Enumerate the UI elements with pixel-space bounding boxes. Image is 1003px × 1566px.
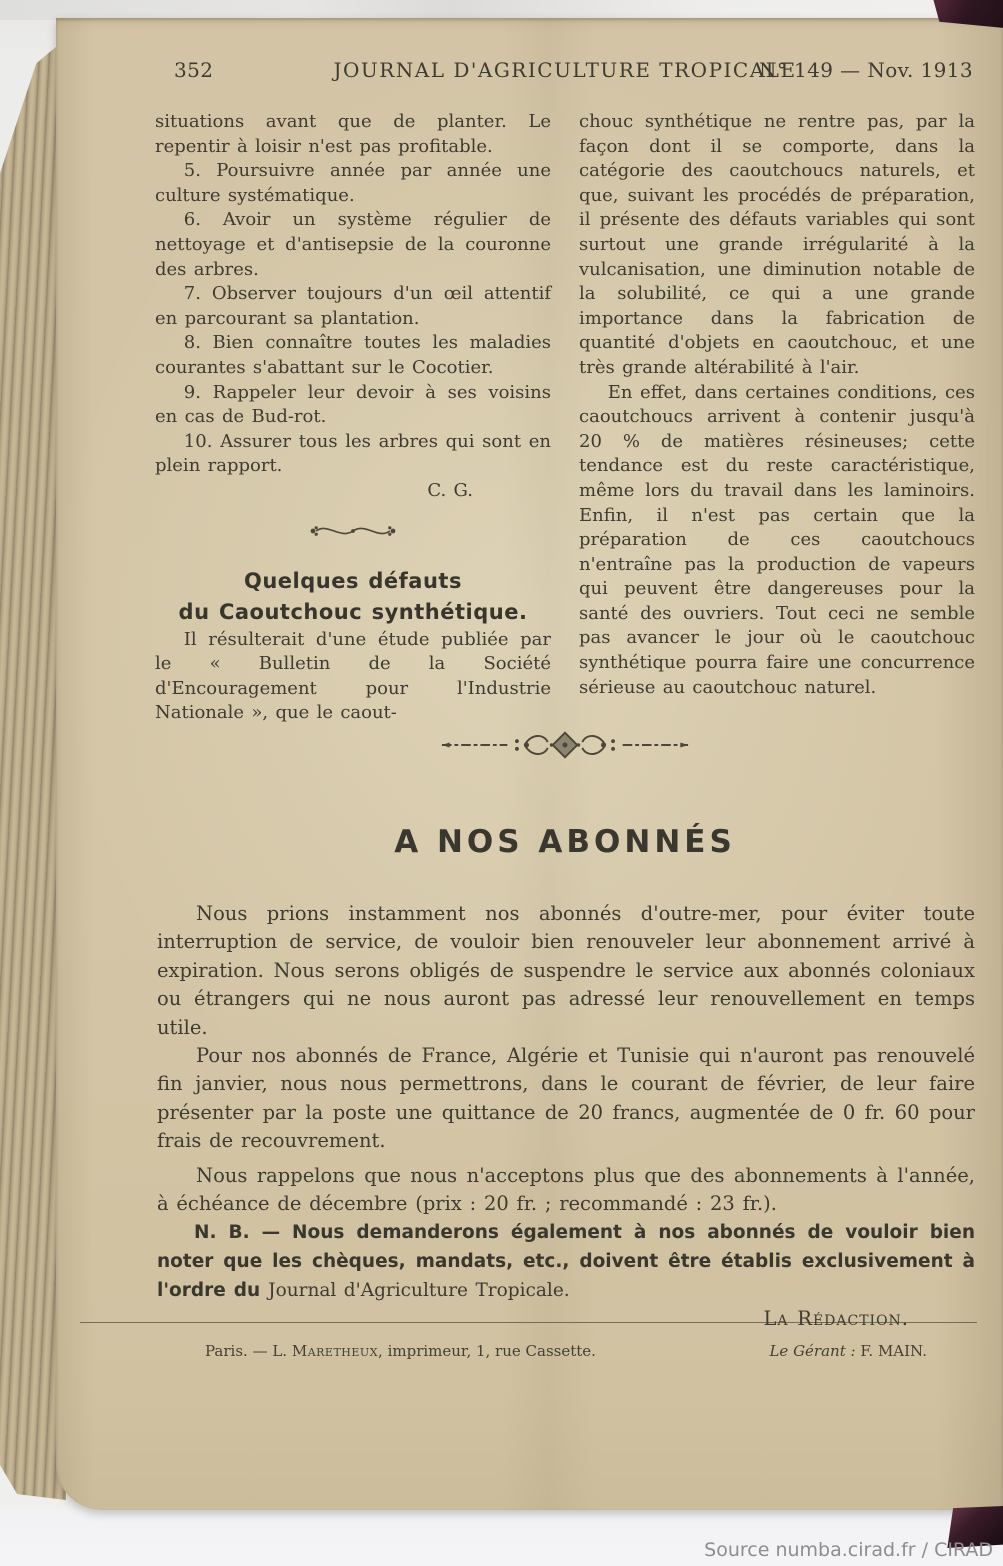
announcement-body — [157, 900, 975, 1334]
announcement-title: A NOS ABONNÉS — [394, 824, 736, 860]
body-paragraph: situations avant que de planter. Le repentir à loisir n'est pas profitable. — [155, 111, 551, 157]
gerant-name: F. MAIN. — [855, 1342, 927, 1360]
journal-title: JOURNAL D'AGRICULTURE TROPICALE — [333, 58, 797, 82]
article-intro-paragraph: Il résulterait d'une étude publiée par le « Bulletin de la Société d'Encouragement pour l'Industrie Nationale », que le caout- — [155, 628, 551, 724]
page-number: 352 — [174, 58, 214, 82]
two-column-body — [155, 110, 975, 726]
printer-name: Maretheux — [291, 1342, 379, 1360]
article-heading — [155, 566, 551, 628]
announcement-paragraph: Pour nos abonnés de France, Algérie et Tunisie qui n'auront pas renouvelé fin janvier, nous nous permettrons, dans le courant de février, de leur faire présenter par la poste une quittance de 20 francs, augmentée de 0 fr. 60 pour frais de recouvrement. — [157, 1044, 975, 1153]
gerant-credit — [769, 1342, 927, 1360]
imprint-text: Paris. — L. — [205, 1342, 292, 1360]
list-item: 7. Observer toujours d'un œil attentif en parcourant sa plantation. — [155, 283, 551, 329]
announcement-paragraph: Nous prions instamment nos abonnés d'outre-mer, pour éviter toute interruption de service, de vouloir bien renouveler leur abonnement arrivé à expiration. Nous serons obligés de suspendre le service aux abonnés coloniaux ou étrangers qui ne nous auront pas adressé leur renouvellement en temps utile. — [157, 902, 975, 1039]
body-paragraph: En effet, dans certaines conditions, ces caoutchoucs arrivent à contenir jusqu'à 20 % de matières résineuses; cette tendance est du reste caractéristique, même lors du travail dans les laminoirs. Enfin, il n'est pas certain que la préparation de ces caoutchoucs n'entraîne pas la production de vapeurs qui peuvent être dangereuses pour la santé des ouvriers. Tout ceci ne semble pas avancer le jour où le caoutchouc synthétique pourra faire une concurrence sérieuse au caoutchouc naturel. — [579, 381, 975, 698]
redaction-signature: La Rédaction. — [763, 1307, 909, 1331]
left-column — [155, 110, 551, 726]
article-heading-line2: du Caoutchouc synthétique. — [178, 599, 528, 624]
list-item: 8. Bien connaître toutes les maladies courantes s'abattant sur le Cocotier. — [155, 332, 551, 378]
imprint-address: , imprimeur, 1, rue Cassette. — [378, 1342, 596, 1360]
printer-imprint — [205, 1342, 596, 1360]
section-divider — [155, 728, 975, 766]
list-item: 10. Assurer tous les arbres qui sont en plein rapport. — [155, 430, 551, 477]
source-attribution: Source numba.cirad.fr / CIRAD — [704, 1539, 993, 1561]
ornamental-divider-icon — [440, 728, 690, 762]
background-top-band — [0, 0, 1003, 20]
nota-bene-bold: N. B. — Nous demanderons également à nos abonnés de vouloir bien noter que les chèques, mandats, etc., doivent être établis exclusivement à l'ordre du — [157, 1222, 975, 1302]
article-heading-line1: Quelques défauts — [244, 568, 462, 593]
running-header — [155, 58, 975, 88]
announcement-paragraph: Nous rappelons que nous n'acceptons plus que des abonnements à l'année, à échéance de décembre (prix : 20 fr. ; recommandé : 23 fr.). — [157, 1163, 975, 1216]
issue-number-date: N° 149 — Nov. 1913 — [758, 58, 973, 82]
footer-divider-rule — [80, 1322, 977, 1323]
right-column — [579, 110, 975, 726]
page-content — [155, 18, 975, 1510]
floral-flourish-icon — [305, 518, 401, 544]
list-item: 6. Avoir un système régulier de nettoyage et d'antisepsie de la couronne des arbres. — [155, 209, 551, 280]
body-paragraph: chouc synthétique ne rentre pas, par la façon dont il se comporte, dans la catégorie des caoutchoucs naturels, et que, suivant les procédés de préparation, il présente des défauts variables qui sont surtout une grande irrégularité à la vulcanisation, une diminution notable de la solubilité, ce qui a une grande importance dans la fabrication de quantité d'objets en caoutchouc, et une très grande altérabilité à l'air. — [579, 111, 975, 378]
author-initials: C. G. — [427, 479, 473, 501]
nota-bene-paragraph — [157, 1218, 975, 1305]
list-item: 9. Rappeler leur devoir à ses voisins en cas de Bud-rot. — [155, 381, 551, 428]
scanned-journal-page — [56, 18, 1003, 1510]
nota-bene-journal-name: Journal d'Agriculture Tropicale. — [268, 1280, 570, 1302]
list-item: 5. Poursuivre année par année une culture systématique. — [155, 160, 551, 206]
gerant-label: Le Gérant : — [769, 1342, 856, 1360]
